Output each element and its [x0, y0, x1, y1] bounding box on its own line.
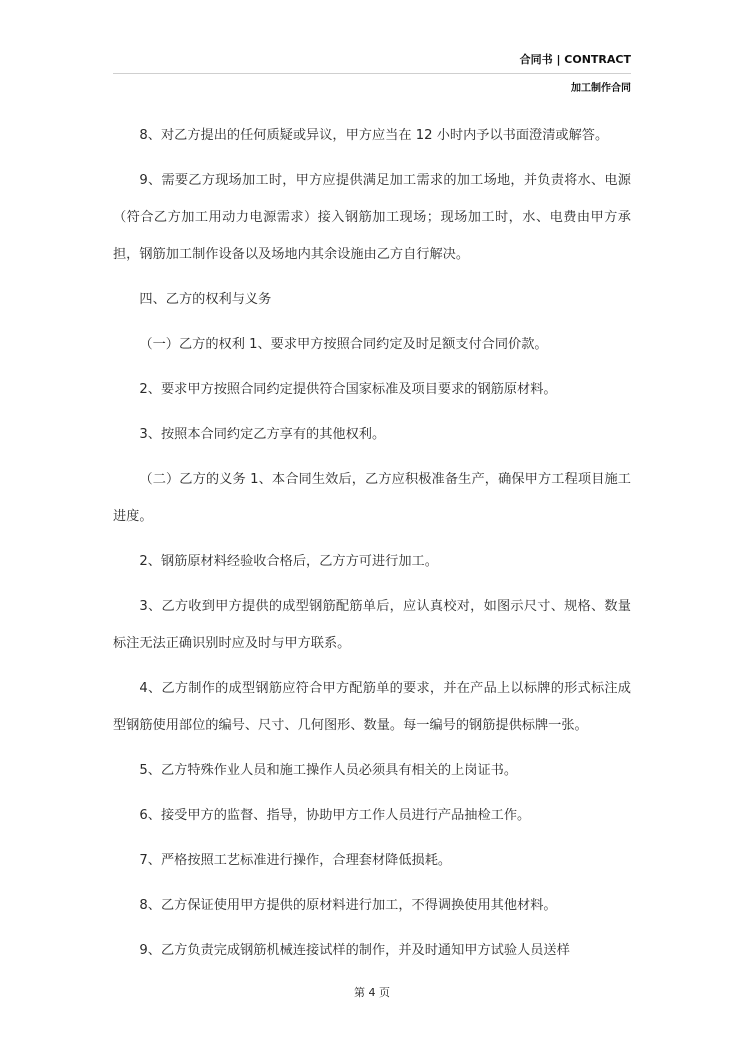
paragraph: 6、接受甲方的监督、指导，协助甲方工作人员进行产品抽检工作。: [139, 808, 531, 823]
document-body: [113, 117, 631, 977]
paragraph: 3、按照本合同约定乙方享有的其他权利。: [139, 427, 386, 442]
paragraph: 4、乙方制作的成型钢筋应符合甲方配筋单的要求，并在产品上以标牌的形式标注成型钢筋使用部位的编号、尺寸、几何图形、数量。每一编号的钢筋提供标牌一张。: [113, 681, 631, 733]
header-subtitle: 加工制作合同: [571, 83, 631, 94]
paragraph: 8、对乙方提出的任何质疑或异议，甲方应当在 12 小时内予以书面澄清或解答。: [139, 128, 609, 143]
paragraph: 9、乙方负责完成钢筋机械连接试样的制作，并及时通知甲方试验人员送样: [139, 943, 570, 958]
header-title: 合同书 | CONTRACT: [519, 53, 631, 66]
paragraph: 5、乙方特殊作业人员和施工操作人员必须具有相关的上岗证书。: [139, 763, 518, 778]
paragraph: 2、要求甲方按照合同约定提供符合国家标准及项目要求的钢筋原材料。: [139, 382, 557, 397]
paragraph: 2、钢筋原材料经验收合格后，乙方方可进行加工。: [139, 554, 438, 569]
paragraph: 8、乙方保证使用甲方提供的原材料进行加工，不得调换使用其他材料。: [139, 898, 557, 913]
page-number: 第 4 页: [354, 986, 390, 999]
paragraph: 3、乙方收到甲方提供的成型钢筋配筋单后，应认真校对，如图示尺寸、规格、数量标注无法正确识别时应及时与甲方联系。: [113, 599, 631, 651]
paragraph: 7、严格按照工艺标准进行操作，合理套材降低损耗。: [139, 853, 452, 868]
paragraph: 9、需要乙方现场加工时，甲方应提供满足加工需求的加工场地，并负责将水、电源（符合乙方加工用动力电源需求）接入钢筋加工现场；现场加工时，水、电费由甲方承担，钢筋加工制作设备以及场地内其余设施由乙方自行解决。: [113, 173, 631, 262]
header-divider: [113, 73, 631, 74]
paragraph: （一）乙方的权利 1、要求甲方按照合同约定及时足额支付合同价款。: [139, 337, 548, 352]
paragraph: （二）乙方的义务 1、本合同生效后，乙方应积极准备生产，确保甲方工程项目施工进度。: [113, 472, 631, 524]
page-header: [520, 52, 631, 72]
section-heading: 四、乙方的权利与义务: [139, 292, 272, 307]
